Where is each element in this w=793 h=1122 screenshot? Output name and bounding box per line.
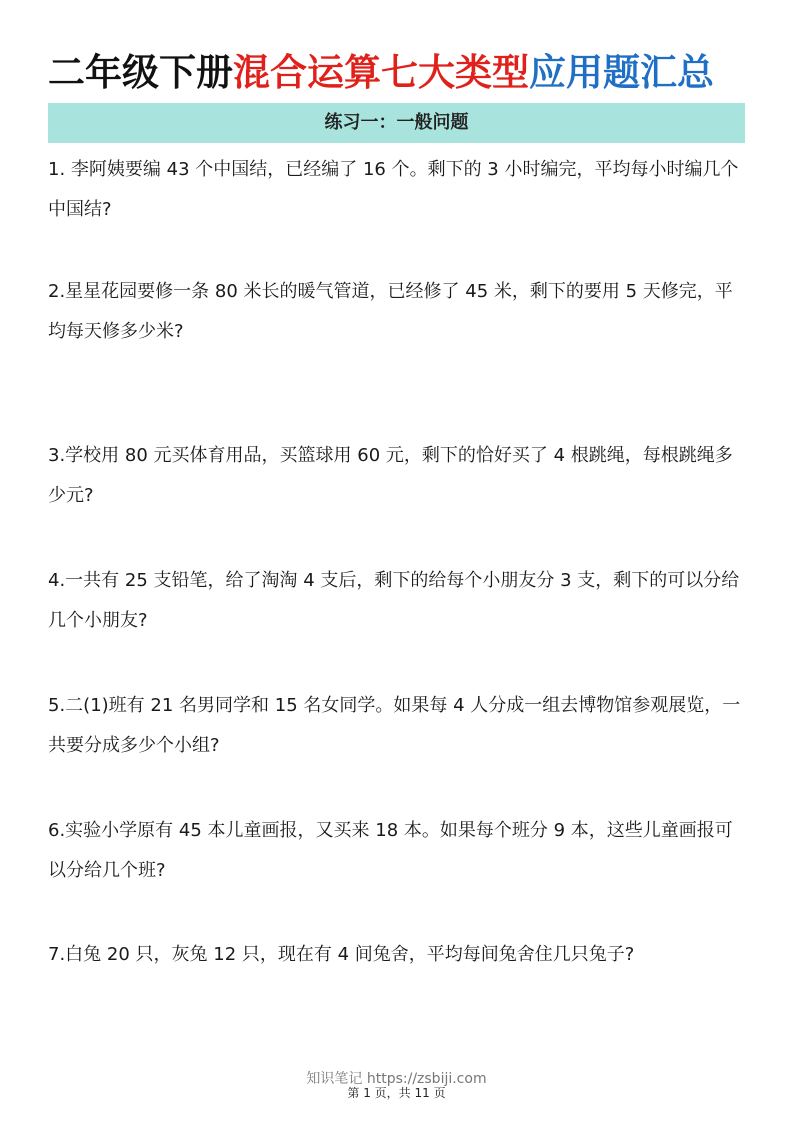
question-4: 4.一共有 25 支铅笔，给了淘淘 4 支后，剩下的给每个小朋友分 3 支，剩下的可以分给几个小朋友? — [48, 570, 740, 631]
question-6: 6.实验小学原有 45 本儿童画报，又买来 18 本。如果每个班分 9 本，这些儿童画报可以分给几个班? — [48, 820, 733, 881]
title-part-grade: 二年级下册 — [48, 51, 233, 94]
question-2: 2.星星花园要修一条 80 米长的暖气管道，已经修了 45 米，剩下的要用 5 天修完，平均每天修多少米? — [48, 281, 733, 342]
footer-page-number: 第 1 页，共 11 页 — [347, 1086, 446, 1100]
title-part-topic: 混合运算七大类型 — [233, 51, 529, 94]
question-1: 1. 李阿姨要编 43 个中国结，已经编了 16 个。剩下的 3 小时编完，平均每小时编几个中国结? — [48, 159, 739, 220]
footer-site-link[interactable]: 知识笔记 https://zsbiji.com — [306, 1071, 487, 1087]
question-7: 7.白兔 20 只，灰兔 12 只，现在有 4 间兔舍，平均每间兔舍住几只兔子? — [48, 944, 635, 965]
question-5: 5.二(1)班有 21 名男同学和 15 名女同学。如果每 4 人分成一组去博物馆参观展览，一共要分成多少个小组? — [48, 695, 741, 756]
section-banner: 练习一：一般问题 — [48, 103, 745, 143]
question-3: 3.学校用 80 元买体育用品，买篮球用 60 元，剩下的恰好买了 4 根跳绳，每根跳绳多少元? — [48, 445, 733, 506]
page-title — [48, 48, 748, 98]
title-part-summary: 应用题汇总 — [529, 51, 714, 94]
